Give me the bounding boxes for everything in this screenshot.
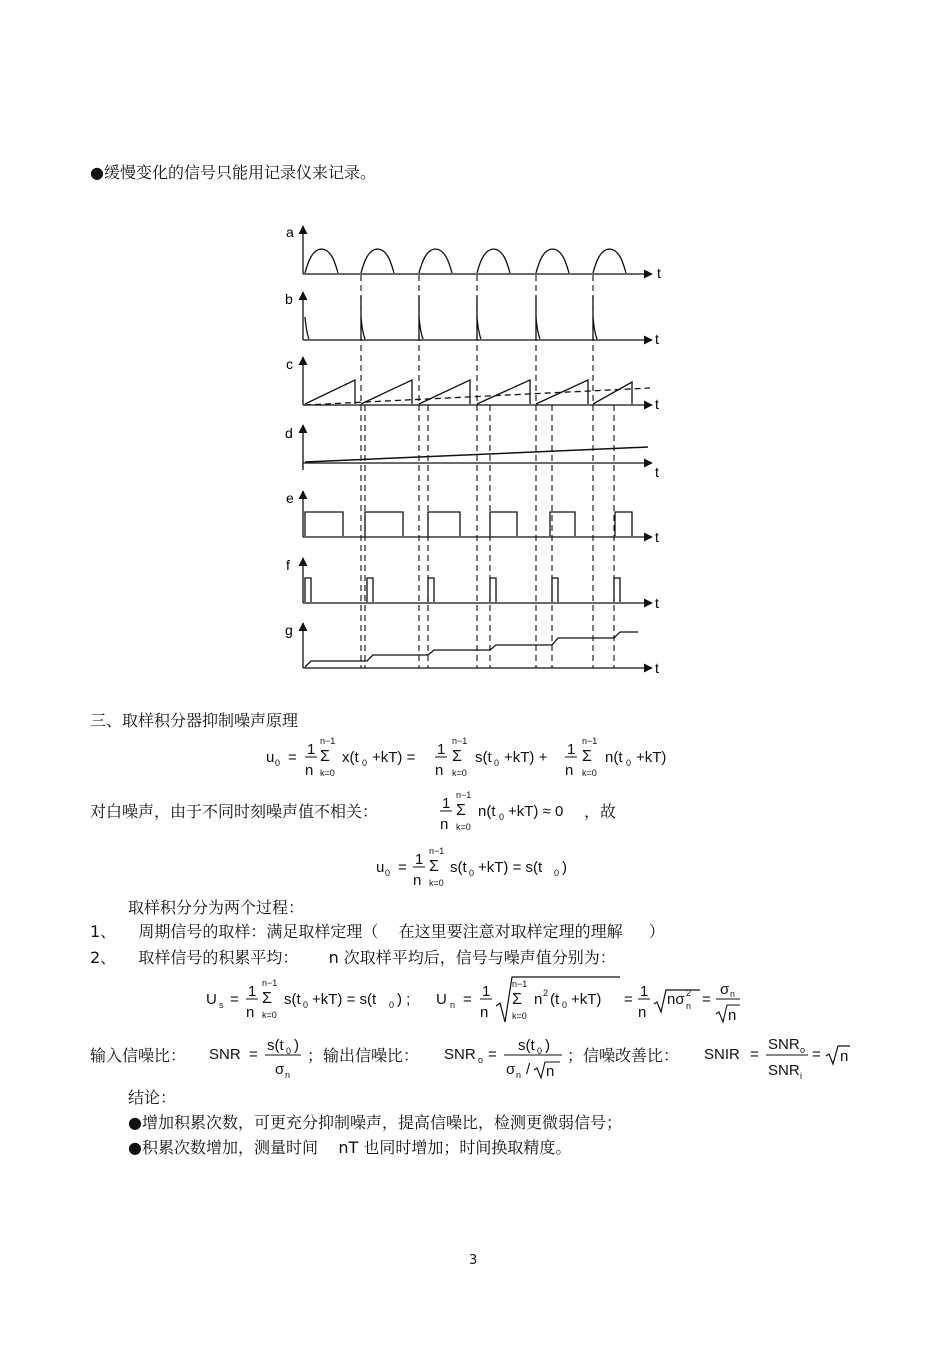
svg-text:SNR: SNR [444, 1046, 476, 1063]
bullet-icon: ● [90, 163, 104, 182]
svg-text:=: = [230, 991, 239, 1008]
axis-t-label-d: t [655, 464, 659, 480]
svg-text:n−1: n−1 [512, 979, 528, 989]
svg-text:x(t: x(t [342, 749, 359, 766]
svg-text:=: = [812, 1046, 821, 1063]
svg-text:1: 1 [415, 851, 424, 868]
svg-text:nσ: nσ [667, 991, 685, 1008]
channel-label-b: b [285, 291, 293, 307]
step-2-text: 取样信号的积累平均： [138, 948, 299, 967]
svg-text:Σ: Σ [429, 858, 439, 875]
svg-text:0: 0 [537, 1046, 543, 1056]
svg-text:0: 0 [562, 1000, 568, 1010]
snr-input-label: 输入信噪比： [90, 1046, 187, 1065]
svg-text:1: 1 [640, 983, 649, 1000]
channel-label-f: f [286, 557, 290, 573]
bullet-icon: ● [128, 1138, 142, 1157]
svg-text:n: n [534, 991, 543, 1008]
svg-text:): ) [545, 1037, 550, 1054]
channel-label-d: d [285, 425, 293, 441]
svg-text:0: 0 [303, 1000, 309, 1010]
section-title: 三、取样积分器抑制噪声原理 [90, 711, 299, 730]
signal-g-staircase [305, 632, 638, 667]
svg-text:0: 0 [275, 758, 281, 768]
svg-text:s(t: s(t [475, 749, 492, 766]
svg-text:n(t: n(t [478, 803, 496, 820]
svg-text:k=0: k=0 [429, 878, 444, 888]
svg-text:s(t: s(t [518, 1037, 535, 1054]
step-1-close: ） [648, 922, 665, 941]
svg-text:σ: σ [506, 1061, 516, 1078]
svg-text:0: 0 [554, 868, 560, 878]
white-noise-text: 对白噪声，由于不同时刻噪声值不相关： [90, 802, 379, 821]
svg-text:+kT) ≈ 0: +kT) ≈ 0 [508, 803, 564, 820]
axis-t-label-a: t [657, 265, 661, 281]
step-2 [90, 948, 616, 968]
svg-text:σ: σ [275, 1061, 285, 1078]
svg-text:n(t: n(t [605, 749, 623, 766]
svg-text:0: 0 [469, 868, 475, 878]
axis-t-label-b: t [655, 331, 659, 347]
svg-text:n: n [435, 762, 444, 779]
svg-text:k=0: k=0 [320, 768, 335, 778]
svg-text:k=0: k=0 [452, 768, 467, 778]
svg-text:Σ: Σ [456, 802, 466, 819]
svg-text:n: n [440, 816, 449, 833]
svg-text:n: n [546, 1063, 555, 1080]
svg-text:=: = [750, 1046, 759, 1063]
svg-text:0: 0 [385, 868, 391, 878]
svg-text:+kT): +kT) [636, 749, 667, 766]
svg-text:): ) [562, 859, 567, 876]
svg-text:n−1: n−1 [456, 790, 472, 800]
svg-text:n: n [480, 1004, 489, 1021]
signal-e-gates [305, 512, 632, 536]
signal-c-sawtooth [305, 380, 632, 404]
snir-label: ；信噪改善比： [567, 1046, 680, 1065]
svg-text:=: = [488, 1046, 497, 1063]
svg-text:SNR: SNR [768, 1036, 800, 1053]
conclusion-item-1 [128, 1113, 622, 1133]
snr-output-label: ；输出信噪比： [307, 1046, 420, 1065]
equation-snr-input [205, 1030, 317, 1082]
svg-text:=: = [398, 859, 407, 876]
svg-text:n: n [638, 1004, 647, 1021]
svg-text:Σ: Σ [262, 990, 272, 1007]
step-2-number: 2、 [90, 948, 117, 967]
svg-text:+kT): +kT) [571, 991, 602, 1008]
svg-text:=: = [249, 1046, 258, 1063]
svg-text:n−1: n−1 [452, 736, 468, 746]
equation-noise-average-zero [436, 786, 596, 836]
svg-text:Σ: Σ [512, 991, 522, 1008]
therefore-suffix: ，故 [584, 802, 617, 821]
conclusion-text-2: 积累次数增加，测量时间 nT 也同时增加；时间换取精度。 [141, 1138, 572, 1157]
svg-text:n: n [730, 989, 736, 999]
svg-text:+kT) =: +kT) = [372, 749, 416, 766]
step-1-number: 1、 [90, 922, 117, 941]
equation-u0-decomposition [262, 732, 702, 782]
svg-text:n: n [246, 1004, 255, 1021]
step-2-detail: n 次取样平均后，信号与噪声值分别为： [328, 948, 616, 967]
channel-label-c: c [286, 356, 293, 372]
sampling-timing-diagram [270, 220, 680, 690]
equation-signal-noise-averages [200, 972, 760, 1032]
svg-text:s(t: s(t [450, 859, 467, 876]
svg-text:/: / [526, 1061, 531, 1078]
equation-snr-output [440, 1030, 570, 1082]
svg-text:=: = [702, 991, 711, 1008]
svg-text:SNR: SNR [768, 1062, 800, 1079]
conclusion-title: 结论： [128, 1088, 177, 1107]
channel-label-a: a [286, 224, 294, 240]
axis-t-label-g: t [655, 660, 659, 676]
svg-text:n−1: n−1 [582, 736, 598, 746]
svg-text:1: 1 [248, 983, 257, 1000]
svg-text:u: u [376, 859, 385, 876]
svg-text:n: n [450, 1000, 456, 1010]
svg-text:1: 1 [442, 795, 451, 812]
axis-t-label-e: t [655, 529, 659, 545]
svg-text:1: 1 [567, 741, 576, 758]
svg-text:n−1: n−1 [429, 846, 445, 856]
svg-text:n: n [413, 872, 422, 889]
svg-text:): ) [294, 1037, 299, 1054]
svg-text:1: 1 [437, 741, 446, 758]
svg-text:k=0: k=0 [582, 768, 597, 778]
step-1-note: 在这里要注意对取样定理的理解 [398, 922, 623, 941]
svg-text:+kT) = s(t: +kT) = s(t [312, 991, 377, 1008]
axis-t-label-c: t [655, 396, 659, 412]
svg-text:=: = [463, 991, 472, 1008]
svg-text:n−1: n−1 [320, 736, 336, 746]
svg-text:=: = [624, 991, 633, 1008]
step-1-text: 周期信号的取样：满足取样定理（ [138, 922, 379, 941]
svg-text:s: s [219, 1000, 224, 1010]
svg-text:0: 0 [494, 758, 500, 768]
step-1 [90, 922, 665, 942]
svg-text:s(t: s(t [284, 991, 301, 1008]
svg-text:0: 0 [389, 1000, 395, 1010]
svg-text:n−1: n−1 [262, 978, 278, 988]
svg-text:SNR: SNR [209, 1046, 241, 1063]
alignment-dashed-lines [361, 275, 614, 668]
svg-text:i: i [800, 1071, 802, 1081]
equation-u0-result [372, 842, 592, 892]
svg-text:n: n [516, 1070, 522, 1080]
intro-bullet [90, 163, 376, 183]
svg-text:Σ: Σ [320, 748, 330, 765]
svg-text:=: = [288, 749, 297, 766]
svg-text:(t: (t [550, 991, 560, 1008]
svg-text:n: n [840, 1048, 849, 1065]
conclusion-item-2 [128, 1138, 571, 1158]
svg-text:o: o [800, 1045, 806, 1055]
svg-text:Σ: Σ [452, 748, 462, 765]
channel-label-e: e [286, 490, 294, 506]
axis-t-label-f: t [655, 595, 659, 611]
signal-b-pulses [305, 296, 597, 339]
svg-text:+kT) = s(t: +kT) = s(t [478, 859, 543, 876]
svg-text:s(t: s(t [267, 1037, 284, 1054]
svg-text:) ;: ) ; [397, 991, 411, 1008]
svg-text:U: U [436, 991, 447, 1008]
svg-text:o: o [478, 1055, 484, 1065]
svg-text:n: n [565, 762, 574, 779]
svg-text:k=0: k=0 [262, 1010, 277, 1020]
bullet-icon: ● [128, 1113, 142, 1132]
equation-snir [700, 1030, 860, 1082]
svg-text:k=0: k=0 [512, 1011, 527, 1021]
svg-text:1: 1 [482, 983, 491, 1000]
signal-f-pulses [305, 578, 620, 602]
svg-text:0: 0 [499, 812, 505, 822]
svg-text:U: U [206, 991, 217, 1008]
svg-text:Σ: Σ [582, 748, 592, 765]
svg-text:1: 1 [307, 741, 316, 758]
page-number: 3 [469, 1253, 478, 1268]
svg-text:+kT) +: +kT) + [504, 749, 548, 766]
svg-text:u: u [266, 749, 275, 766]
svg-text:n: n [305, 762, 314, 779]
svg-text:0: 0 [286, 1046, 292, 1056]
svg-text:0: 0 [362, 758, 368, 768]
svg-text:k=0: k=0 [456, 822, 471, 832]
svg-text:2: 2 [686, 988, 692, 998]
intro-text: 缓慢变化的信号只能用记录仪来记录。 [103, 163, 376, 182]
svg-text:σ: σ [720, 981, 730, 998]
signal-a-waveform [305, 249, 626, 273]
channel-label-g: g [285, 622, 293, 638]
conclusion-text-1: 增加积累次数，可更充分抑制噪声，提高信噪比，检测更微弱信号； [141, 1113, 622, 1132]
svg-text:2: 2 [543, 988, 549, 998]
svg-text:n: n [728, 1007, 737, 1024]
svg-text:n: n [686, 1001, 692, 1011]
svg-text:0: 0 [626, 758, 632, 768]
svg-text:SNIR: SNIR [704, 1046, 740, 1063]
svg-text:n: n [285, 1070, 291, 1080]
process-intro: 取样积分分为两个过程： [128, 898, 305, 917]
